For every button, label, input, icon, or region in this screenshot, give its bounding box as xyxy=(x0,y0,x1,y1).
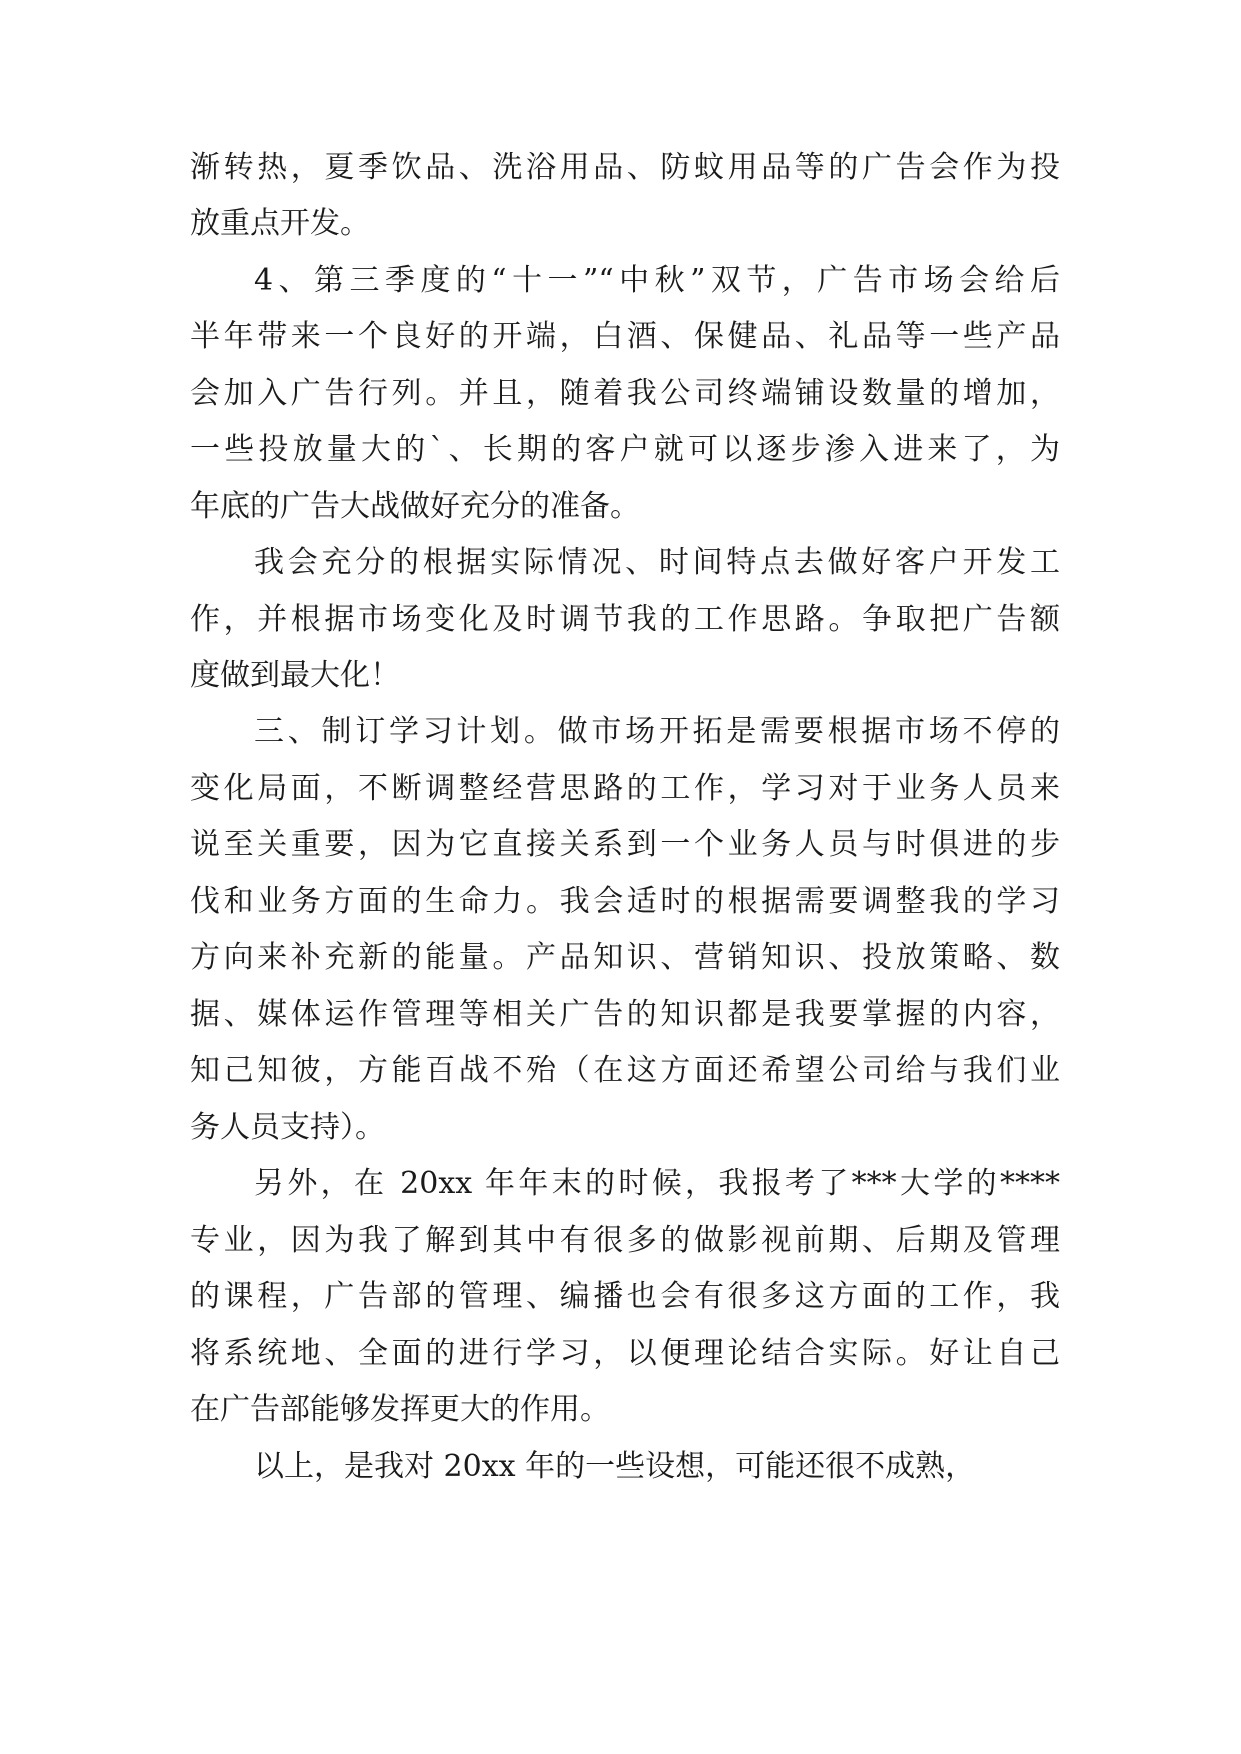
text-line: 务人员支持）。 xyxy=(190,1110,385,1145)
text-line: 伐和业务方面的生命力。我会适时的根据需要调整我的学习 xyxy=(190,884,1060,919)
text-line: 的课程，广告部的管理、编播也会有很多这方面的工作，我 xyxy=(190,1279,1060,1314)
text-line: 说至关重要，因为它直接关系到一个业务人员与时俱进的步 xyxy=(190,827,1060,862)
text-line: 以上，是我对 20xx 年的一些设想，可能还很不成熟， xyxy=(254,1449,976,1484)
text-line: 作，并根据市场变化及时调节我的工作思路。争取把广告额 xyxy=(190,602,1060,637)
text-line: 将系统地、全面的进行学习，以便理论结合实际。好让自己 xyxy=(190,1336,1060,1371)
text-line: 4、第三季度的“十一”“中秋”双节，广告市场会给后 xyxy=(254,263,1060,298)
text-line: 度做到最大化！ xyxy=(190,658,400,693)
text-line: 半年带来一个良好的开端，白酒、保健品、礼品等一些产品 xyxy=(190,319,1060,354)
text-line: 渐转热，夏季饮品、洗浴用品、防蚊用品等的广告会作为投 xyxy=(190,150,1060,185)
text-line: 放重点开发。 xyxy=(190,206,370,241)
text-line: 会加入广告行列。并且，随着我公司终端铺设数量的增加， xyxy=(190,376,1060,411)
text-line: 知己知彼，方能百战不殆（在这方面还希望公司给与我们业 xyxy=(190,1053,1060,1088)
text-line: 我会充分的根据实际情况、时间特点去做好客户开发工 xyxy=(254,545,1060,580)
text-line: 一些投放量大的`、长期的客户就可以逐步渗入进来了，为 xyxy=(190,432,1060,467)
text-line: 据、媒体运作管理等相关广告的知识都是我要掌握的内容， xyxy=(190,997,1060,1032)
text-line: 方向来补充新的能量。产品知识、营销知识、投放策略、数 xyxy=(190,940,1060,975)
text-line: 专业，因为我了解到其中有很多的做影视前期、后期及管理 xyxy=(190,1223,1060,1258)
text-line: 变化局面，不断调整经营思路的工作，学习对于业务人员来 xyxy=(190,771,1060,806)
text-line: 三、制订学习计划。做市场开拓是需要根据市场不停的 xyxy=(254,714,1060,749)
text-line: 另外，在 20xx 年年末的时候，我报考了***大学的**** xyxy=(254,1166,1060,1201)
text-line: 年底的广告大战做好充分的准备。 xyxy=(190,489,640,524)
text-line: 在广告部能够发挥更大的作用。 xyxy=(190,1392,610,1427)
